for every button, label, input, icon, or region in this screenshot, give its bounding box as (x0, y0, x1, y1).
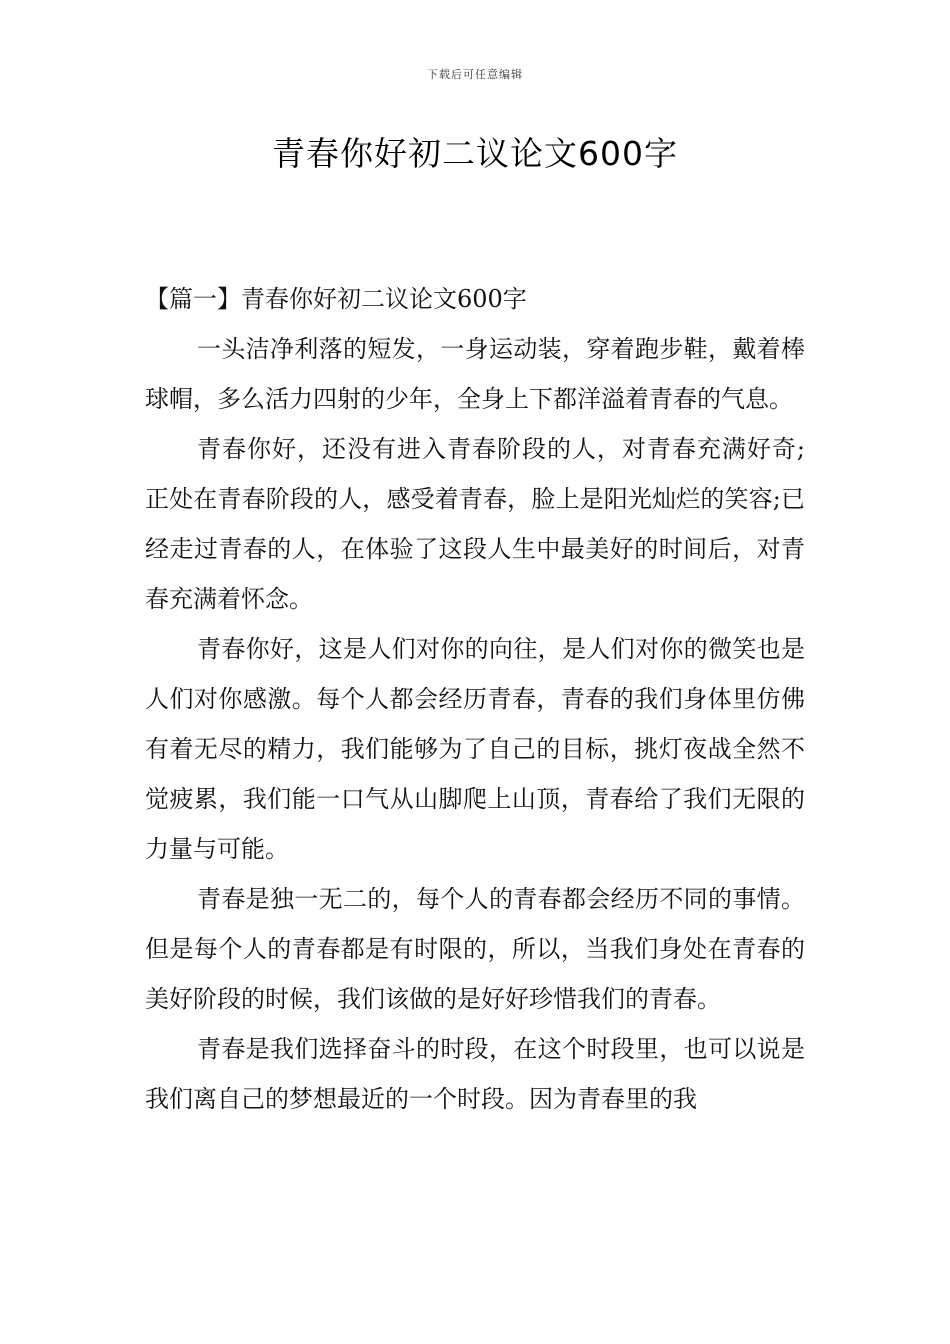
paragraph-3: 青春你好，这是人们对你的向往，是人们对你的微笑也是人们对你感激。每个人都会经历青春，青春的我们身体里仿佛有着无尽的精力，我们能够为了自己的目标，挑灯夜战全然不觉疲累，我们能一口气从山脚爬上山顶，青春给了我们无限的力量与可能。 (145, 635, 805, 863)
document-title: 青春你好初二议论文600字 (272, 134, 678, 173)
paragraph-1: 一头洁净利落的短发，一身运动装，穿着跑步鞋，戴着棒球帽，多么活力四射的少年，全身上下都洋溢着青春的气息。 (145, 335, 805, 413)
header-note: 下载后可任意编辑 (427, 68, 523, 81)
paragraph-2: 青春你好，还没有进入青春阶段的人，对青春充满好奇;正处在青春阶段的人，感受着青春，脸上是阳光灿烂的笑容;已经走过青春的人，在体验了这段人生中最美好的时间后，对青春充满着怀念。 (145, 435, 805, 613)
section-heading: 【篇一】青春你好初二议论文600字 (145, 285, 527, 313)
document-body (145, 274, 805, 1124)
paragraph-4: 青春是独一无二的，每个人的青春都会经历不同的事情。但是每个人的青春都是有时限的，所以，当我们身处在青春的美好阶段的时候，我们该做的是好好珍惜我们的青春。 (145, 885, 805, 1013)
paragraph-5: 青春是我们选择奋斗的时段，在这个时段里，也可以说是我们离自己的梦想最近的一个时段。因为青春里的我 (145, 1035, 805, 1113)
